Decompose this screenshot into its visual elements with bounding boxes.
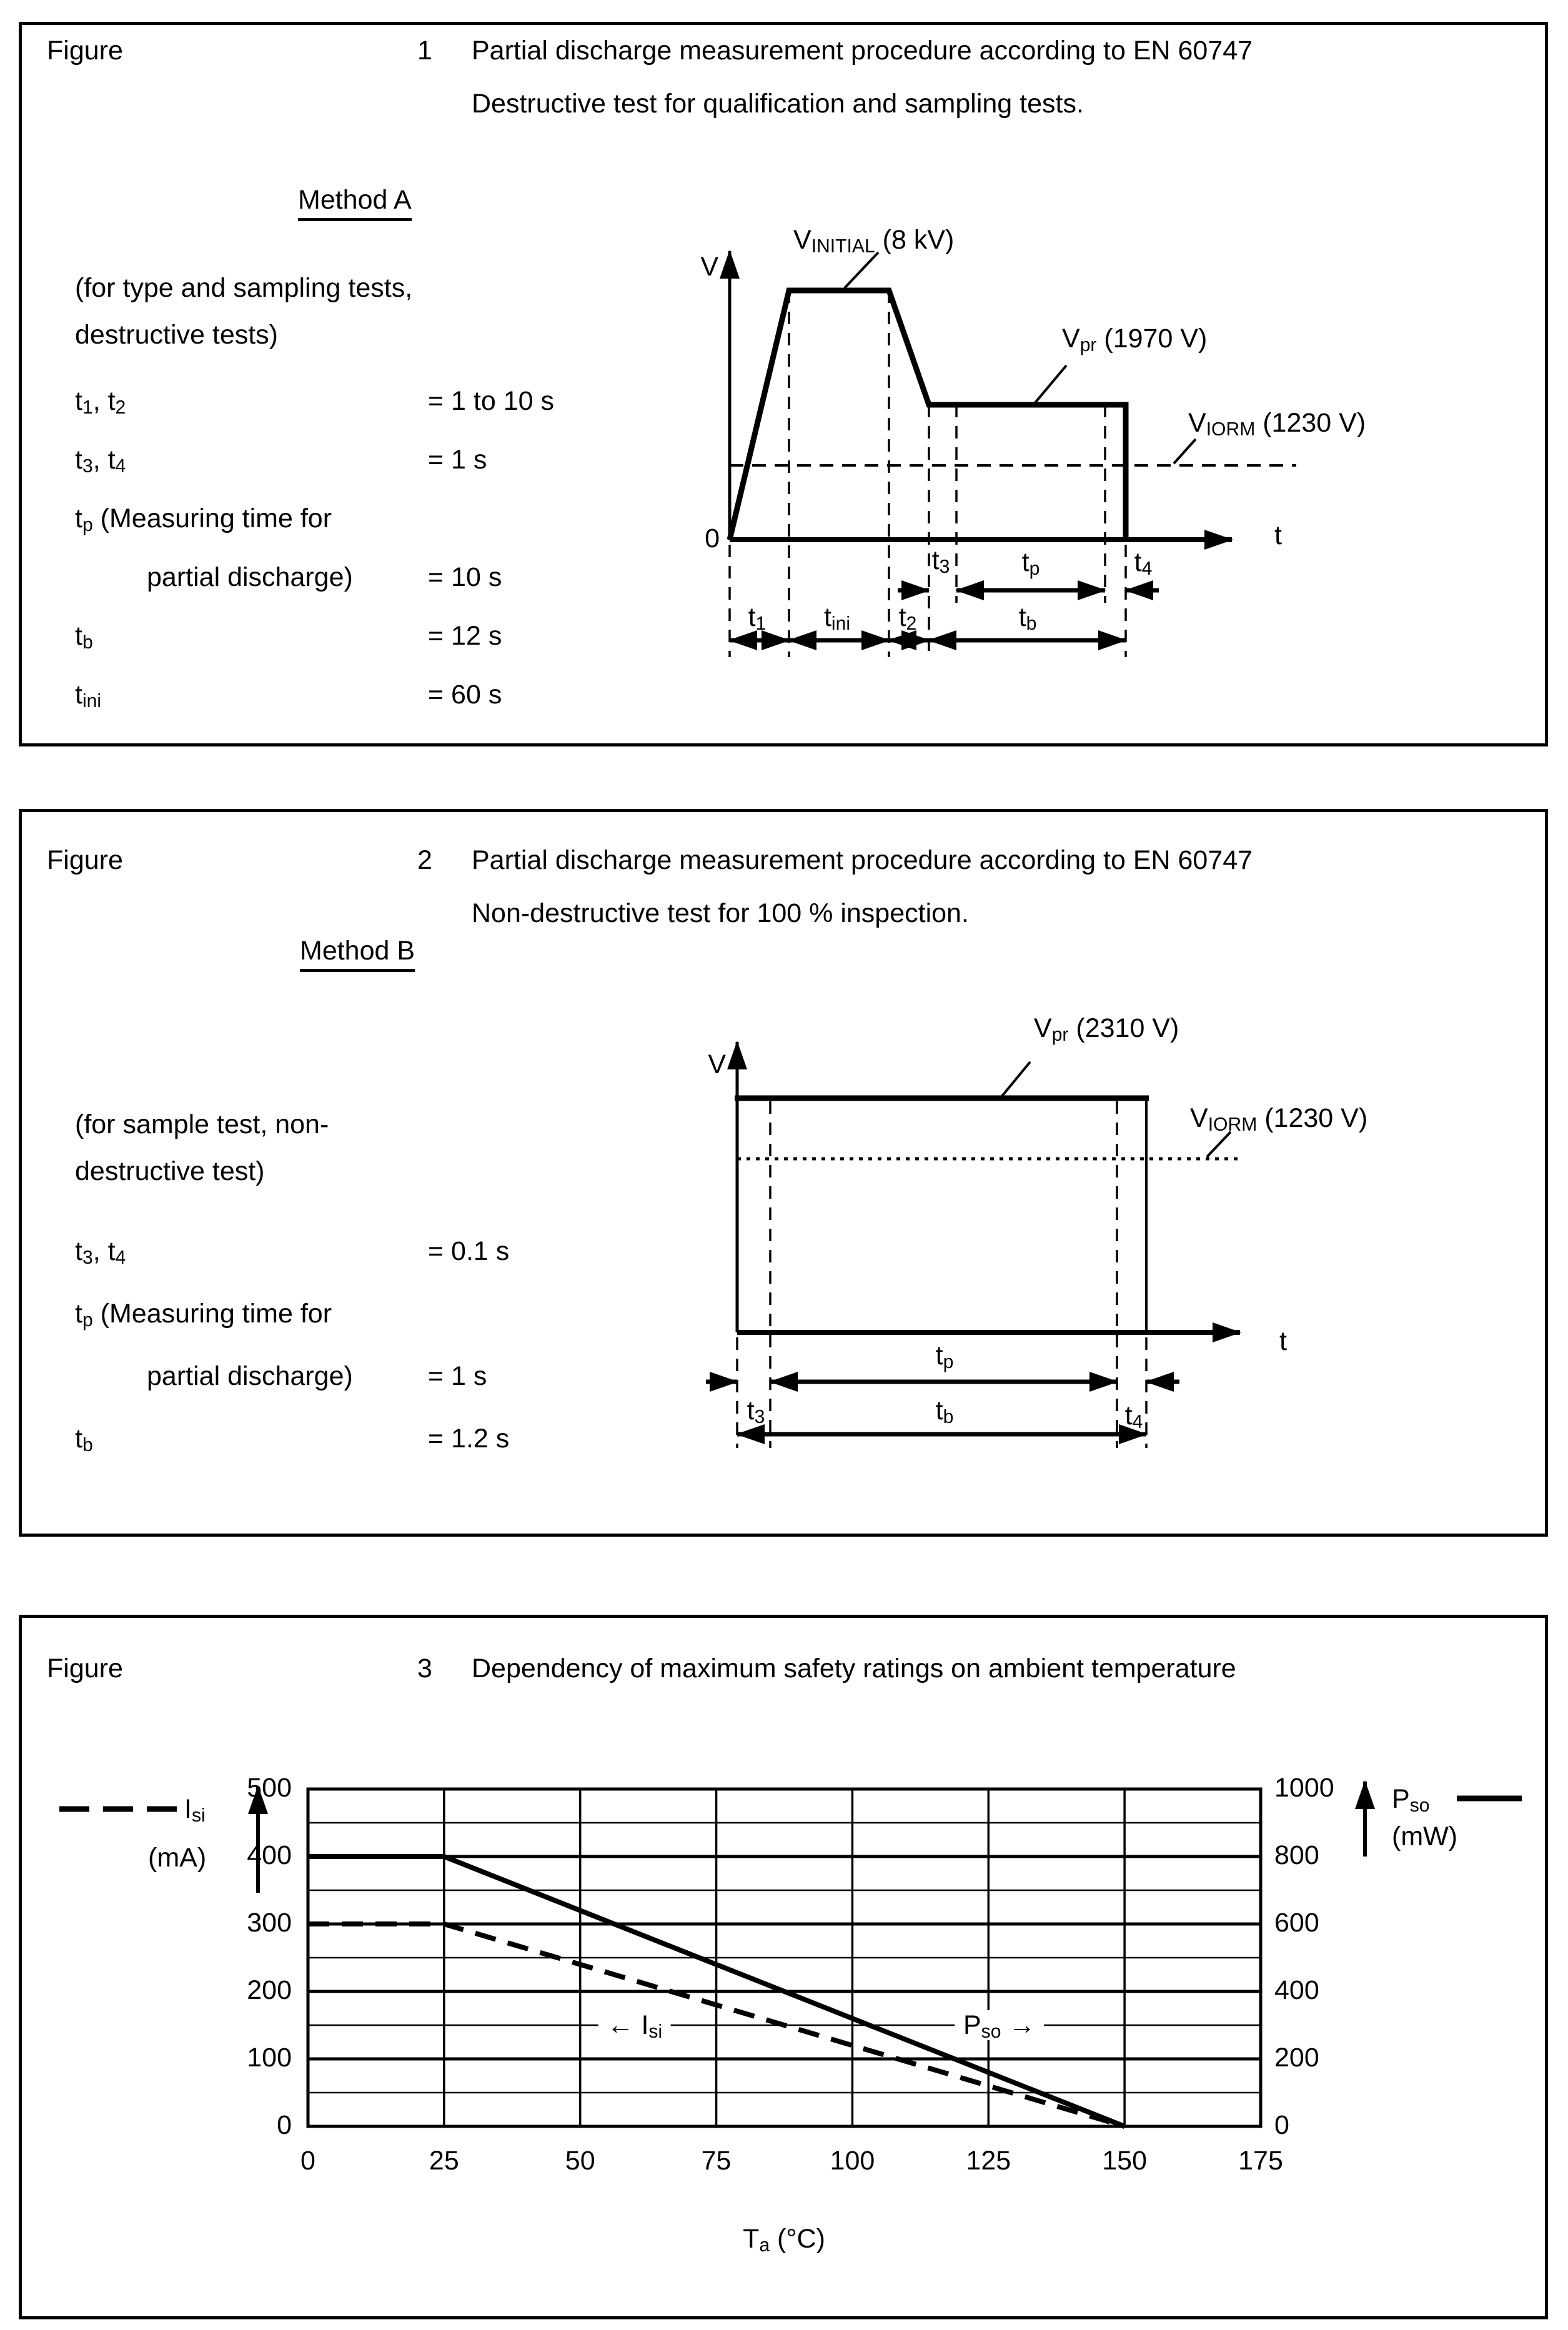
isi-legend-unit: (mA) [148, 1843, 207, 1873]
x-axis-tick-label: 125 [966, 2146, 1011, 2176]
x-axis-tick-label: 100 [830, 2146, 875, 2176]
figure1-vpr-label: $V_{pr}$ (1970 V) [1062, 324, 1208, 356]
figure3-title: Dependency of maximum safety ratings on ambient temperature [472, 1653, 1236, 1683]
x-axis-tick-label: 175 [1238, 2146, 1283, 2176]
figure1-caption-number: 1 [417, 36, 432, 66]
figure3-caption-word: Figure [47, 1653, 123, 1683]
param-value: = 1 s [428, 445, 487, 475]
left-axis-tick-label: 0 [277, 2110, 292, 2140]
x-axis-tick-label: 0 [300, 2146, 315, 2176]
figure2-tb-dim-label: $t_b$ [935, 1396, 954, 1428]
right-axis-tick-label: 800 [1274, 1840, 1319, 1870]
figure1-viorm-label: $V_{IORM}$ (1230 V) [1188, 408, 1366, 440]
figure3-chart-art [308, 1789, 1261, 2126]
figure1-method-heading: Method A [298, 185, 412, 221]
figure2-title-line2: Non-destructive test for 100 % inspection. [472, 898, 969, 928]
param-label: $t_b$ [75, 621, 93, 653]
param-label: $t_p$ (Measuring time for [75, 1299, 332, 1331]
figure2-caption-number: 2 [417, 845, 432, 875]
left-axis-tick-label: 200 [247, 1975, 292, 2005]
figure1-caption-word: Figure [47, 36, 123, 66]
figure2-t3-dim-label: $t_3$ [747, 1396, 765, 1428]
figure2-vpr-label: $V_{pr}$ (2310 V) [1034, 1013, 1179, 1046]
figure1-t3-dim-label: $t_3$ [931, 545, 950, 578]
figure2-t-axis-label: t [1279, 1326, 1287, 1356]
x-axis-tick-label: 50 [565, 2146, 595, 2176]
param-label: $t_{ini}$ [75, 680, 102, 712]
figure1-pointer-lines [845, 252, 1196, 464]
param-label: $t_1$, $t_2$ [75, 386, 126, 419]
param-label: $t_b$ [75, 1424, 93, 1456]
param-value: = 12 s [428, 621, 502, 651]
figure1-scope-line1: (for type and sampling tests, [75, 273, 413, 303]
figure3-caption-number: 3 [417, 1653, 432, 1683]
param-value: = 1 s [428, 1361, 487, 1391]
left-axis-tick-label: 500 [247, 1773, 292, 1803]
chart-annotation: ← $I_{si}$ [598, 2010, 672, 2040]
right-axis-tick-label: 400 [1274, 1975, 1319, 2005]
param-value: = 0.1 s [428, 1236, 510, 1266]
figure2-scope-line2: destructive test) [75, 1156, 265, 1186]
x-axis-tick-label: 150 [1102, 2146, 1148, 2176]
figure1-title-line1: Partial discharge measurement procedure according to EN 60747 [472, 36, 1253, 66]
figure1-t2-dim-label: $t_2$ [898, 602, 917, 635]
figure1-t4-dim-label: $t_4$ [1134, 547, 1153, 580]
figure1-origin-label: 0 [705, 523, 720, 553]
figure2-voltage-pulse [735, 1098, 1149, 1332]
param-label: $t_3$, $t_4$ [75, 1236, 126, 1269]
x-axis-tick-label: 75 [701, 2146, 732, 2176]
figure1-tb-dim-label: $t_b$ [1018, 602, 1037, 635]
figure1-vinitial-label: $V_{INITIAL}$ (8 kV) [793, 225, 955, 257]
param-value: = 1 to 10 s [428, 386, 555, 416]
figure2-title-line1: Partial discharge measurement procedure according to EN 60747 [472, 845, 1253, 875]
right-axis-tick-label: 1000 [1274, 1773, 1334, 1803]
param-value: = 10 s [428, 562, 502, 592]
figure1-t1-dim-label: $t_1$ [748, 602, 767, 635]
param-value: = 1.2 s [428, 1424, 510, 1454]
x-axis-tick-label: 25 [429, 2146, 459, 2176]
figure2-tp-dim-label: $t_p$ [935, 1341, 954, 1373]
figure1-title-line2: Destructive test for qualification and sampling tests. [472, 89, 1084, 119]
figure2-t4-dim-label: $t_4$ [1124, 1400, 1143, 1433]
figure2-viorm-label: $V_{IORM}$ (1230 V) [1190, 1103, 1368, 1136]
right-axis-tick-label: 600 [1274, 1908, 1319, 1938]
figure1-t-axis-label: t [1274, 520, 1282, 550]
param-label: $t_3$, $t_4$ [75, 445, 126, 477]
figure1-tp-dim-label: $t_p$ [1021, 547, 1040, 580]
x-axis-title: $T_a$ (°C) [743, 2224, 825, 2256]
pso-legend-unit: (mW) [1392, 1822, 1458, 1852]
right-axis-tick-label: 0 [1274, 2110, 1289, 2140]
param-value: = 60 s [428, 680, 502, 710]
figure1-scope-line2: destructive tests) [75, 320, 278, 350]
figure1-tini-dim-label: $t_{ini}$ [823, 602, 851, 635]
figure1-waveform-art [730, 251, 1296, 657]
pso-legend-label: $P_{so}$ [1392, 1784, 1430, 1817]
figure2-scope-line1: (for sample test, non- [75, 1109, 329, 1139]
left-axis-tick-label: 100 [247, 2043, 292, 2073]
figure2-waveform-art [706, 1042, 1243, 1448]
isi-legend-label: $I_{si}$ [184, 1794, 206, 1827]
left-axis-tick-label: 400 [247, 1840, 292, 1870]
figure2-method-heading: Method B [300, 936, 415, 972]
chart-annotation: $P_{so}$ → [955, 2010, 1044, 2040]
right-axis-tick-label: 200 [1274, 2043, 1319, 2073]
param-label: partial discharge) [147, 562, 353, 592]
param-label: partial discharge) [147, 1361, 353, 1391]
param-label: $t_p$ (Measuring time for [75, 503, 332, 536]
figure1-v-axis-label: V [700, 252, 718, 282]
left-axis-tick-label: 300 [247, 1908, 292, 1938]
figure2-caption-word: Figure [47, 845, 123, 875]
figure2-v-axis-label: V [708, 1049, 726, 1079]
